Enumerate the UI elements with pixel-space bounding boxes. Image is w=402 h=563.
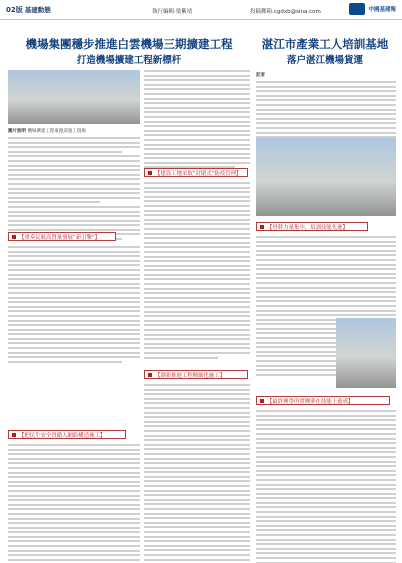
logo-text: 中國基建報: [368, 7, 396, 13]
section-title: 基建動態: [24, 6, 51, 14]
bullet-icon: [260, 225, 264, 229]
left-col-1-text-2: [8, 246, 140, 365]
right-col-text-3: [256, 410, 396, 563]
bullet-icon: [12, 433, 16, 437]
left-subhead-2: 【重奏民航高質量發展“新引擎”】: [8, 232, 116, 241]
submission-email[interactable]: 投稿郵箱:cgdxb@sina.com: [250, 9, 321, 15]
bullet-icon: [148, 171, 152, 175]
editor-credit: 執行編輯·梁紫靖: [152, 9, 193, 15]
left-subhead-4: 【把民生安全貫徹入網絡構造施工】: [8, 430, 126, 439]
left-headline-sub: 打造機場擴建工程新標杆: [76, 55, 182, 66]
left-subhead-1: 【建設工地采取“封閉式”防疫管理】: [144, 168, 248, 177]
body-text-block: [8, 137, 140, 240]
left-col-1-text: [8, 128, 140, 243]
page-number: 02版: [6, 5, 23, 14]
bullet-icon: [260, 399, 264, 403]
training-class-photo: [256, 138, 396, 216]
left-col-2-text-3: [144, 384, 250, 563]
logo-icon: [349, 3, 365, 15]
left-col-2-text-2: [144, 182, 250, 361]
left-col-1-text-3: [8, 444, 140, 563]
newspaper-logo: [349, 3, 396, 15]
right-headline-main: 湛江市產業工人培訓基地: [261, 37, 389, 51]
right-subhead-1: 【骨幹力量集中，培訓技能先進】: [256, 222, 368, 231]
bullet-icon: [148, 373, 152, 377]
right-subhead-2: 【最終興學所實團夢在技能上養成】: [256, 396, 390, 405]
left-subhead-3: 【創新推進工程精細化施工】: [144, 370, 248, 379]
left-col-2-text: [144, 70, 250, 171]
reporter-label: 記者: [256, 73, 265, 78]
bullet-icon: [12, 235, 16, 239]
right-headline-sub: 落户湛江機場貨運: [286, 55, 363, 66]
worker-photo: [336, 318, 396, 388]
page-header: [0, 0, 402, 20]
photo-caption-label: 圖片說明: [8, 129, 26, 134]
photo-caption-text: 機場擴建工程東跑道施工現場: [27, 129, 86, 134]
airport-construction-photo: [8, 70, 140, 124]
left-headline-main: 機場集團穩步推進白雲機場三期擴建工程: [25, 37, 233, 51]
